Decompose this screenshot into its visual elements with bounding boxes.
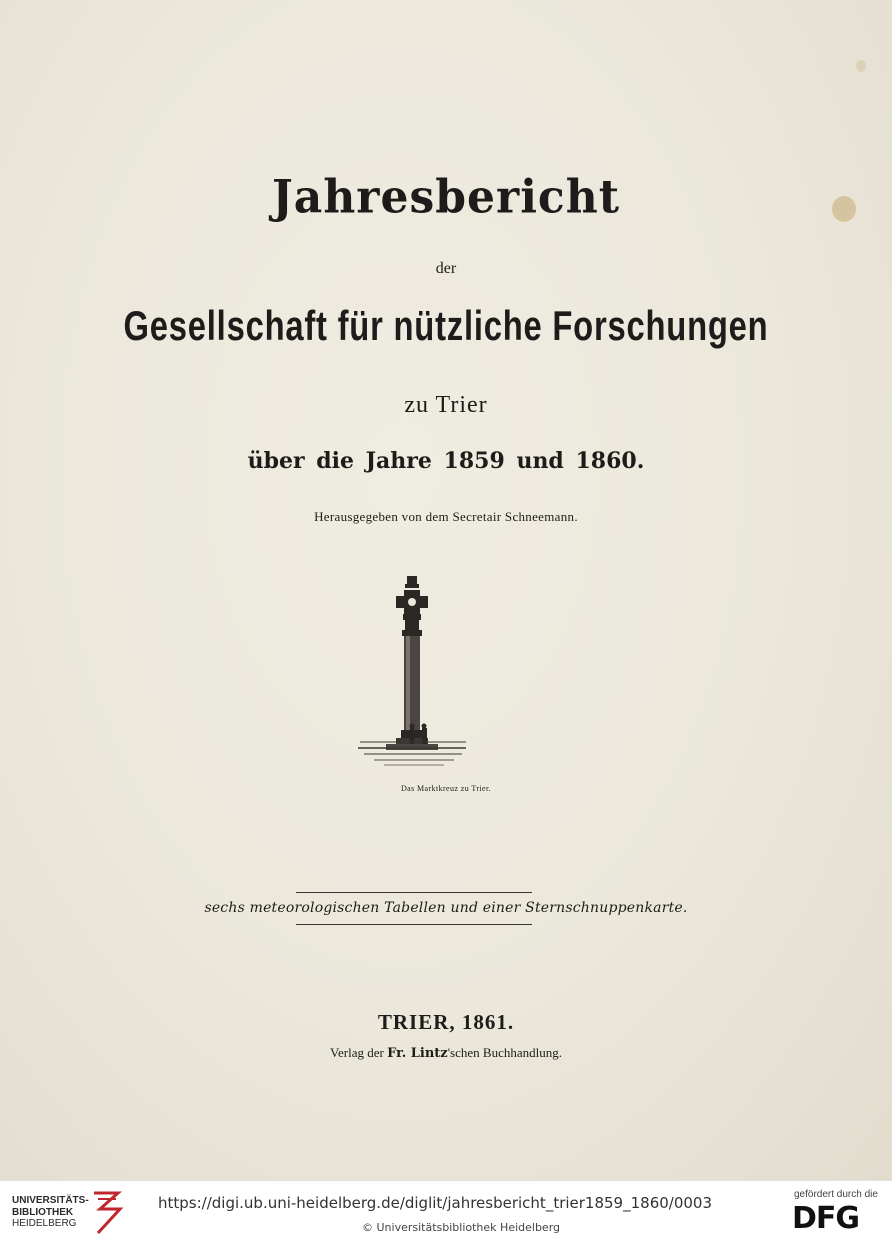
rule-bottom (296, 924, 532, 925)
funding-label: gefördert durch die (794, 1189, 878, 1200)
publisher-line (0, 1045, 892, 1061)
supplement-note: sechs meteorologischen Tabellen und einer Sternschnuppenkarte. (204, 900, 688, 916)
editor-line: Herausgegeben von dem Secretair Schneemann. (314, 509, 578, 524)
years-line: über die Jahre 1859 und 1860. (247, 448, 645, 474)
paper-stain (856, 60, 866, 72)
page-title: Jahresbericht (271, 170, 621, 225)
title-article: der (435, 260, 457, 277)
dfg-logo[interactable]: DFG (792, 1201, 860, 1236)
library-name-line2: BIBLIOTHEK (12, 1206, 74, 1218)
society-name: Gesellschaft für nützliche Forschungen (123, 302, 769, 349)
library-name-line1: UNIVERSITÄTS- (12, 1195, 89, 1206)
publisher-suffix: 'schen Buchhandlung. (447, 1045, 562, 1060)
library-name-line3: HEIDELBERG (12, 1218, 77, 1229)
viewer-footer (0, 1180, 892, 1245)
publisher-name: Fr. Lintz (387, 1046, 448, 1061)
market-cross-illustration (354, 570, 470, 780)
library-logo-icon[interactable] (90, 1189, 126, 1237)
city-line: zu Trier (404, 392, 488, 418)
illustration-caption: Das Marktkreuz zu Trier. (400, 784, 492, 793)
permalink-url[interactable]: https://digi.ub.uni-heidelberg.de/diglit/jahresbericht_trier1859_1860/0003 (158, 1194, 713, 1212)
library-logo-text[interactable] (12, 1195, 89, 1230)
copyright-notice: © Universitätsbibliothek Heidelberg (362, 1221, 561, 1234)
place-and-year: TRIER, 1861. (377, 1010, 515, 1034)
publisher-prefix: Verlag der (330, 1045, 384, 1060)
rule-top (296, 892, 532, 893)
